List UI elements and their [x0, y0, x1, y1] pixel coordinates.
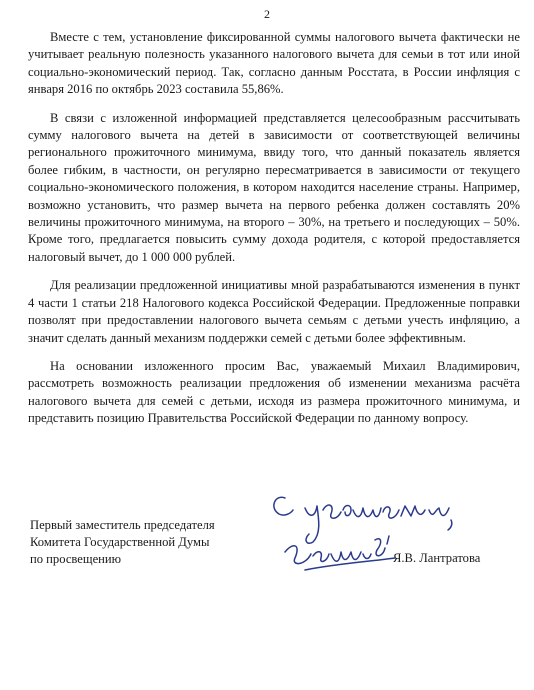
signatory-title-line-1: Первый заместитель председателя — [30, 518, 215, 532]
signatory-title-line-3: по просвещению — [30, 552, 122, 566]
paragraph-proposal: В связи с изложенной информацией представляется целесообразным рассчитывать сумму налогового вычета на детей в зависимости от соответствующей величины регионального прожиточного минимума, ввиду того, что данный показатель является более гибким, в частности, он регулярно пересматривается в зависимости от текущего социально-экономического положения, в котором находится население страны. Например, возможно установить, что размер вычета на первого ребенка должен составлять 20% величины прожиточного минимума, на второго – 30%, на третьего и последующих – 50%. Кроме того, предлагается повысить сумму дохода родителя, с которой предоставляется налоговый вычет, до 1 000 000 рублей. — [28, 110, 520, 264]
signatory-title — [30, 517, 215, 568]
handwritten-signature — [265, 480, 465, 590]
paragraph-request: На основании изложенного просим Вас, уважаемый Михаил Владимирович, рассмотреть возможность реализации предложения об изменении механизма расчёта налогового вычета для семей с детьми, исходя из размера прожиточного минимума, и представить позицию Правительства Российской Федерации по данному вопросу. — [28, 358, 520, 426]
signatory-title-line-2: Комитета Государственной Думы — [30, 535, 210, 549]
letter-body — [28, 29, 520, 439]
page-number: 2 — [264, 7, 270, 21]
paragraph-amendments: Для реализации предложенной инициативы мной разрабатываются изменения в пункт 4 части 1 статьи 218 Налогового кодекса Российской Федерации. Предложенные поправки позволят при предоставлении налогового вычета семьям с детьми учесть инфляцию, а значит сделать данный механизм поддержки семей с детьми более эффективным. — [28, 278, 520, 345]
signatory-name: Я.В. Лантратова — [393, 551, 481, 565]
paragraph-inflation: Вместе с тем, установление фиксированной суммы налогового вычета фактически не учитывает реальную полезность указанного налогового вычета для семьи в тот или иной социально-экономический период. Так, согласно данным Росстата, в России инфляция с января 2016 по октябрь 2023 составила 55,86%. — [28, 30, 520, 97]
